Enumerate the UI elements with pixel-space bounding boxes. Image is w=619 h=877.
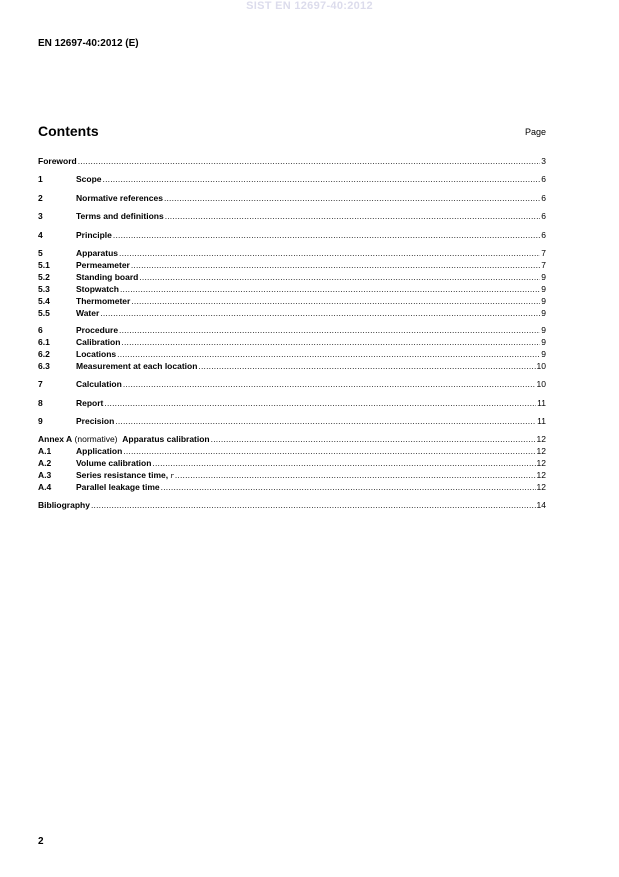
toc-entry-normative-references[interactable] bbox=[38, 193, 546, 204]
toc-title: Report bbox=[76, 398, 104, 408]
toc-page: 9 bbox=[541, 296, 546, 306]
toc-leader bbox=[123, 446, 535, 457]
toc-leader bbox=[131, 260, 540, 271]
toc-page: 12 bbox=[536, 446, 546, 456]
toc-number: 6.2 bbox=[38, 349, 50, 359]
toc-number: 5.4 bbox=[38, 296, 50, 306]
toc-page: 12 bbox=[536, 482, 546, 492]
toc-leader bbox=[113, 230, 540, 241]
toc-number: 5.5 bbox=[38, 308, 50, 318]
toc-title: Calculation bbox=[76, 379, 122, 389]
toc-title: Precision bbox=[76, 416, 115, 426]
toc-leader bbox=[139, 272, 540, 283]
toc-title-text: Series resistance time, bbox=[76, 470, 169, 480]
annex-title: Apparatus calibration bbox=[122, 434, 210, 444]
toc-entry-thermometer[interactable] bbox=[38, 296, 546, 307]
toc-title: Bibliography bbox=[38, 500, 90, 510]
toc-leader bbox=[100, 308, 540, 319]
toc-title bbox=[38, 434, 211, 445]
toc-number: 6.1 bbox=[38, 337, 50, 347]
toc-leader bbox=[164, 193, 540, 204]
toc-page: 12 bbox=[536, 434, 546, 444]
toc-title: Procedure bbox=[76, 325, 119, 335]
toc-entry-volume-calibration[interactable] bbox=[38, 458, 546, 469]
toc-entry-principle[interactable] bbox=[38, 230, 546, 241]
standard-header: EN 12697-40:2012 (E) bbox=[38, 38, 139, 49]
toc-leader bbox=[165, 211, 541, 222]
toc-page: 6 bbox=[541, 174, 546, 184]
toc-page: 10 bbox=[536, 361, 546, 371]
toc-title: Parallel leakage time bbox=[76, 482, 160, 492]
toc-entry-procedure[interactable] bbox=[38, 325, 546, 336]
toc-title: Normative references bbox=[76, 193, 163, 203]
toc-leader bbox=[152, 458, 535, 469]
toc-title: Standing board bbox=[76, 272, 139, 282]
toc-leader bbox=[161, 482, 536, 493]
toc-title: Stopwatch bbox=[76, 284, 119, 294]
toc-number: A.2 bbox=[38, 458, 52, 468]
toc-leader bbox=[119, 248, 540, 259]
toc-number: A.1 bbox=[38, 446, 52, 456]
toc-page: 10 bbox=[536, 379, 546, 389]
toc-leader bbox=[121, 337, 540, 348]
toc-title: Apparatus bbox=[76, 248, 119, 258]
watermark: SIST EN 12697-40:2012 bbox=[246, 0, 373, 12]
toc-page: 14 bbox=[536, 500, 546, 510]
toc-page: 12 bbox=[536, 470, 546, 480]
toc-title bbox=[76, 470, 175, 481]
toc-leader bbox=[103, 174, 541, 185]
toc-number: 5.1 bbox=[38, 260, 50, 270]
toc-page: 9 bbox=[541, 325, 546, 335]
toc-title: Water bbox=[76, 308, 100, 318]
toc-number: 4 bbox=[38, 230, 43, 240]
annex-prefix: Annex A bbox=[38, 434, 73, 444]
toc-title: Thermometer bbox=[76, 296, 131, 306]
annex-type: (normative) bbox=[72, 434, 118, 444]
toc-number: 1 bbox=[38, 174, 43, 184]
toc-entry-application[interactable] bbox=[38, 446, 546, 457]
toc-number: A.3 bbox=[38, 470, 52, 480]
toc-entry-report[interactable] bbox=[38, 398, 546, 409]
toc-entry-calibration[interactable] bbox=[38, 337, 546, 348]
toc-number: 7 bbox=[38, 379, 43, 389]
toc-number: 5.2 bbox=[38, 272, 50, 282]
toc-number: A.4 bbox=[38, 482, 52, 492]
toc-entry-foreword[interactable] bbox=[38, 156, 546, 167]
toc-leader bbox=[104, 398, 536, 409]
toc-number: 3 bbox=[38, 211, 43, 221]
toc-title: Foreword bbox=[38, 156, 77, 166]
toc-entry-scope[interactable] bbox=[38, 174, 546, 185]
toc-page: 3 bbox=[541, 156, 546, 166]
toc-page: 7 bbox=[541, 260, 546, 270]
toc-entry-precision[interactable] bbox=[38, 416, 546, 427]
toc-title: Application bbox=[76, 446, 123, 456]
toc-page: 11 bbox=[537, 398, 546, 408]
toc-number: 2 bbox=[38, 193, 43, 203]
toc-leader bbox=[119, 325, 540, 336]
page-column-label: Page bbox=[524, 127, 546, 137]
toc-entry-water[interactable] bbox=[38, 308, 546, 319]
toc-entry-calculation[interactable] bbox=[38, 379, 546, 390]
toc-page: 9 bbox=[541, 308, 546, 318]
toc-number: 6 bbox=[38, 325, 43, 335]
toc-page: 11 bbox=[537, 416, 546, 426]
toc-leader bbox=[115, 416, 536, 427]
toc-leader bbox=[123, 379, 536, 390]
toc-entry-locations[interactable] bbox=[38, 349, 546, 360]
contents-title: Contents bbox=[38, 123, 99, 139]
toc-leader bbox=[211, 434, 536, 445]
toc-title: Permeameter bbox=[76, 260, 130, 270]
toc-entry-terms-and-definitions[interactable] bbox=[38, 211, 546, 222]
toc-title: Volume calibration bbox=[76, 458, 152, 468]
toc-entry-annex-a[interactable] bbox=[38, 434, 546, 445]
toc-page: 9 bbox=[541, 284, 546, 294]
toc-entry-stopwatch[interactable] bbox=[38, 284, 546, 295]
toc-title: Calibration bbox=[76, 337, 121, 347]
toc-entry-parallel-leakage-time[interactable] bbox=[38, 482, 546, 493]
toc-number: 5.3 bbox=[38, 284, 50, 294]
toc-leader bbox=[131, 296, 540, 307]
toc-entry-permeameter[interactable] bbox=[38, 260, 546, 271]
toc-leader bbox=[78, 156, 541, 167]
toc-number: 9 bbox=[38, 416, 43, 426]
toc-page: 9 bbox=[541, 349, 546, 359]
toc-page: 7 bbox=[541, 248, 546, 258]
toc-page: 6 bbox=[541, 211, 546, 221]
toc-entry-measurement-at-each-location[interactable] bbox=[38, 361, 546, 372]
toc-leader bbox=[120, 284, 540, 295]
symbol-r: r bbox=[170, 470, 174, 480]
toc-page: 9 bbox=[541, 272, 546, 282]
toc-leader bbox=[91, 500, 536, 511]
toc-leader bbox=[198, 361, 535, 372]
toc-entry-standing-board[interactable] bbox=[38, 272, 546, 283]
toc-page: 6 bbox=[541, 230, 546, 240]
toc-entry-series-resistance-time[interactable] bbox=[38, 470, 546, 481]
toc-entry-apparatus[interactable] bbox=[38, 248, 546, 259]
toc-title: Principle bbox=[76, 230, 112, 240]
toc-title: Measurement at each location bbox=[76, 361, 198, 371]
toc-leader bbox=[175, 470, 536, 481]
toc-title: Terms and definitions bbox=[76, 211, 164, 221]
toc-leader bbox=[117, 349, 540, 360]
toc-page: 9 bbox=[541, 337, 546, 347]
toc-number: 6.3 bbox=[38, 361, 50, 371]
toc-number: 8 bbox=[38, 398, 43, 408]
toc-page: 6 bbox=[541, 193, 546, 203]
toc-entry-bibliography[interactable] bbox=[38, 500, 546, 511]
toc-number: 5 bbox=[38, 248, 43, 258]
page-number: 2 bbox=[38, 836, 44, 847]
toc-title: Locations bbox=[76, 349, 117, 359]
toc-page: 12 bbox=[536, 458, 546, 468]
toc-title: Scope bbox=[76, 174, 102, 184]
